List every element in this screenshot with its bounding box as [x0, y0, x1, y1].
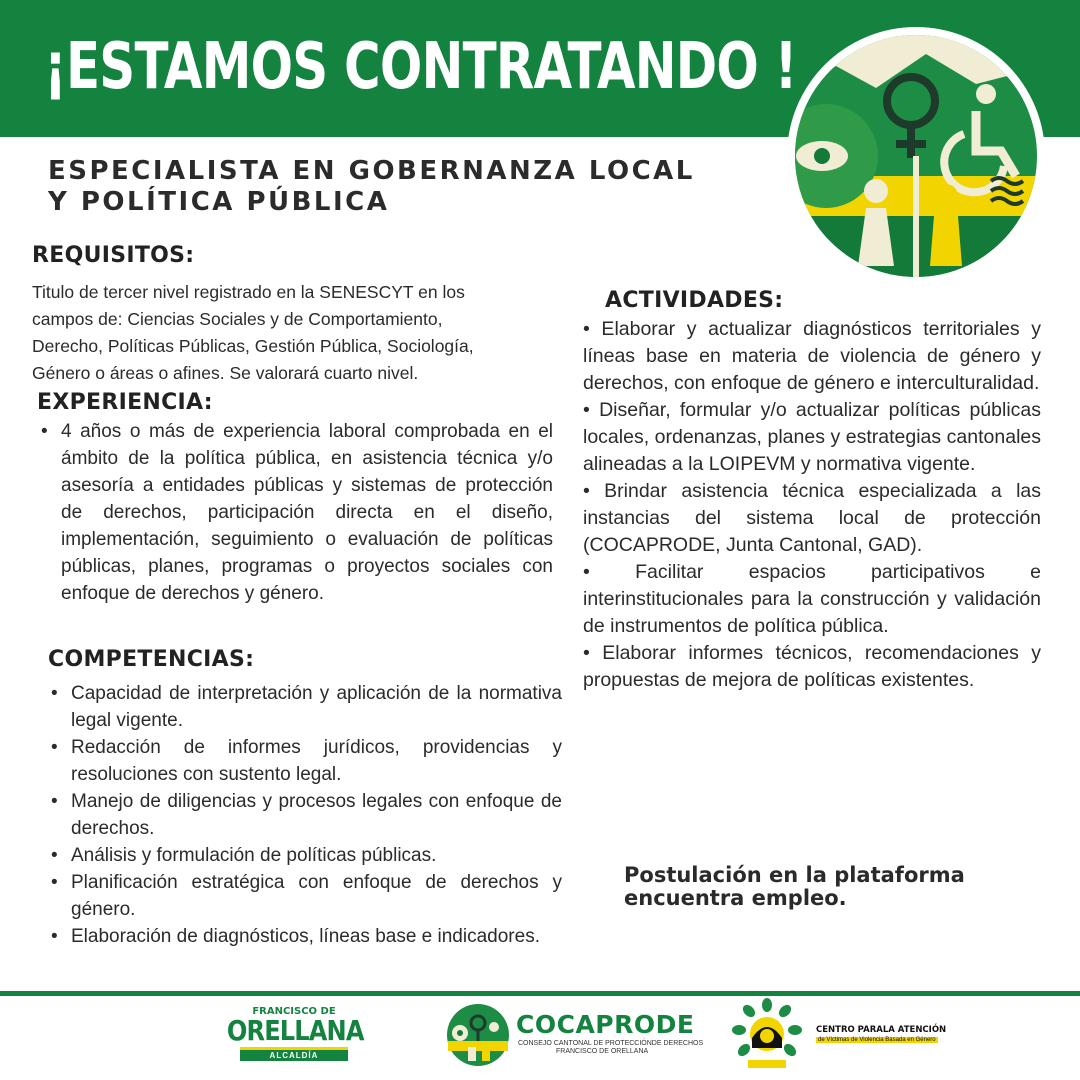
- experiencia-list: [37, 418, 553, 607]
- requisitos-text: [32, 279, 577, 387]
- headline: ¡ESTAMOS CONTRATANDO !: [44, 30, 797, 104]
- experiencia-heading: EXPERIENCIA:: [37, 390, 213, 415]
- list-item: • 4 años o más de experiencia laboral comprobada en el ámbito de la política pública, en asistencia técnica y/o asesoría a entidades públicas y sistemas de protección de derechos, participación directa en el diseño, implementación, seguimiento o evaluación de políticas públicas, planes, programas o proyectos sociales con enfoque de derechos y género.: [61, 418, 553, 607]
- actividades-list: [583, 316, 1041, 694]
- list-item: • Redacción de informes jurídicos, providencias y resoluciones con sustento legal.: [71, 734, 562, 788]
- list-item: • Diseñar, formular y/o actualizar políticas públicas locales, ordenanzas, planes y estrategias cantonales alineadas a la LOIPEVM y normativa vigente.: [583, 399, 1041, 475]
- cocaprode-logo-sub2: FRANCISCO DE ORELLANA: [556, 1048, 649, 1055]
- orellana-logo-sub: ALCALDÍA: [240, 1047, 349, 1061]
- requisitos-line: Género o áreas o afines. Se valorará cuarto nivel.: [32, 363, 419, 383]
- list-item: • Planificación estratégica con enfoque de derechos y género.: [71, 869, 562, 923]
- orellana-logo-name: ORELLANA: [226, 1014, 364, 1047]
- actividades-heading: ACTIVIDADES:: [605, 288, 784, 313]
- list-item: • Capacidad de interpretación y aplicación de la normativa legal vigente.: [71, 680, 562, 734]
- cocaprode-logo-sub1: CONSEJO CANTONAL DE PROTECCIÓNDE DERECHOS: [518, 1040, 704, 1047]
- cocaprode-logo: [444, 1002, 704, 1068]
- footer-divider: [0, 991, 1080, 996]
- competencias-heading: COMPETENCIAS:: [48, 647, 255, 672]
- application-note: [624, 864, 1044, 910]
- rights-emblem-icon: [786, 26, 1046, 286]
- list-item: • Elaborar informes técnicos, recomendaciones y propuestas de mejora de políticas existentes.: [583, 642, 1041, 691]
- requisitos-line: campos de: Ciencias Sociales y de Comportamiento,: [32, 309, 443, 329]
- list-item: • Manejo de diligencias y procesos legales con enfoque de derechos.: [71, 788, 562, 842]
- requisitos-heading: REQUISITOS:: [32, 243, 195, 268]
- orellana-logo-top: FRANCISCO DE: [252, 1006, 336, 1017]
- orellana-logo: [216, 1006, 372, 1064]
- competencias-list: [47, 680, 562, 950]
- list-item: • Análisis y formulación de políticas públicas.: [71, 842, 562, 869]
- application-line2: encuentra empleo.: [624, 886, 847, 910]
- centro-emblem-icon: [730, 998, 804, 1072]
- centro-atencion-logo: [730, 998, 947, 1072]
- list-item: • Brindar asistencia técnica especializada a las instancias del sistema local de protección (COCAPRODE, Junta Cantonal, GAD).: [583, 480, 1041, 556]
- cocaprode-logo-name: COCAPRODE: [516, 1010, 695, 1039]
- requisitos-line: Titulo de tercer nivel registrado en la SENESCYT en los: [32, 282, 465, 302]
- cocaprode-emblem-icon: [446, 1003, 510, 1067]
- job-title-line1: ESPECIALISTA EN GOBERNANZA LOCAL: [48, 156, 695, 186]
- centro-logo-title: CENTRO PARALA ATENCIÓN: [816, 1025, 947, 1035]
- list-item: • Elaboración de diagnósticos, líneas base e indicadores.: [71, 923, 562, 950]
- list-item: • Facilitar espacios participativos e interinstitucionales para la construcción y validación de instrumentos de política pública.: [583, 561, 1041, 637]
- job-title-line2: Y POLÍTICA PÚBLICA: [48, 187, 390, 217]
- requisitos-line: Derecho, Políticas Públicas, Gestión Pública, Sociología,: [32, 336, 474, 356]
- centro-logo-subtitle: de Víctimas de Violencia Basada en Género: [818, 1037, 936, 1043]
- job-title: [48, 156, 808, 218]
- application-line1: Postulación en la plataforma: [624, 863, 965, 887]
- list-item: • Elaborar y actualizar diagnósticos territoriales y líneas base en materia de violencia de género y derechos, con enfoque de género e interculturalidad.: [583, 318, 1041, 394]
